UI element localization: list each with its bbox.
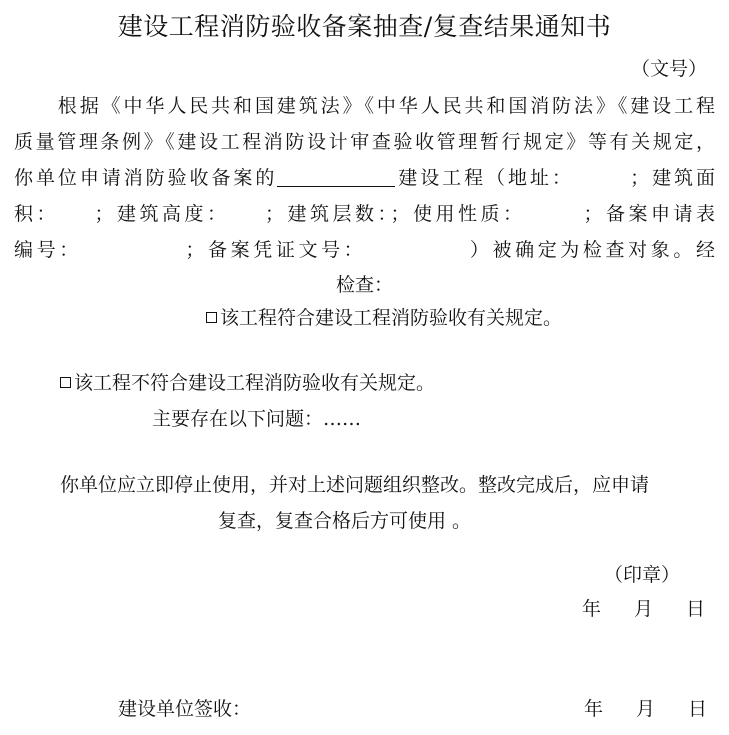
receipt-date-year: 年	[584, 698, 604, 720]
body-line-5: 编号： ；备案凭证文号： ）被确定为检查对象。经	[14, 239, 715, 261]
body-line-3-text: 你单位申请消防验收备案的	[14, 167, 278, 189]
issues-label: 主要存在以下问题：……	[152, 408, 362, 430]
receipt-label: 建设单位签收：	[118, 698, 252, 720]
body-line-3	[14, 160, 715, 196]
receipt-date-day: 日	[688, 698, 708, 720]
compliant-checkbox[interactable]	[206, 312, 217, 323]
body-line-3b-text: 建设工程（地址： ；建筑面	[395, 167, 715, 189]
body-line-4: 积： ；建筑高度： ；建筑层数：；使用性质： ；备案申请表	[14, 203, 715, 225]
body-line-1: 根据《中华人民共和国建筑法》《中华人民共和国消防法》《建设工程	[14, 95, 715, 117]
issue-date-day: 日	[686, 598, 706, 620]
option-compliant[interactable]	[206, 303, 562, 333]
receipt-date	[584, 694, 707, 724]
seal-label: （印章）	[604, 564, 681, 586]
noncompliant-checkbox[interactable]	[60, 377, 71, 388]
body-line-2: 质量管理条例》《建设工程消防设计审查验收管理暂行规定》等有关规定，	[14, 131, 715, 153]
option-noncompliant[interactable]	[60, 368, 435, 398]
issue-date-month: 月	[634, 598, 654, 620]
notice-body	[14, 88, 715, 268]
rectify-line-1: 你单位应立即停止使用，并对上述问题组织整改。整改完成后，应申请	[60, 474, 650, 496]
project-name-blank[interactable]	[277, 166, 395, 187]
document-number-label: （文号）	[630, 58, 707, 80]
option-noncompliant-label: 该工程不符合建设工程消防验收有关规定。	[74, 372, 436, 394]
check-label: 检查：	[335, 274, 393, 296]
rectify-line-2: 复查，复查合格后方可使用 。	[218, 510, 472, 532]
issue-date	[582, 594, 705, 624]
issue-date-year: 年	[582, 598, 602, 620]
receipt-date-month: 月	[636, 698, 656, 720]
document-title: 建设工程消防验收备案抽查/复查结果通知书	[117, 12, 612, 41]
option-compliant-label: 该工程符合建设工程消防验收有关规定。	[220, 307, 563, 329]
